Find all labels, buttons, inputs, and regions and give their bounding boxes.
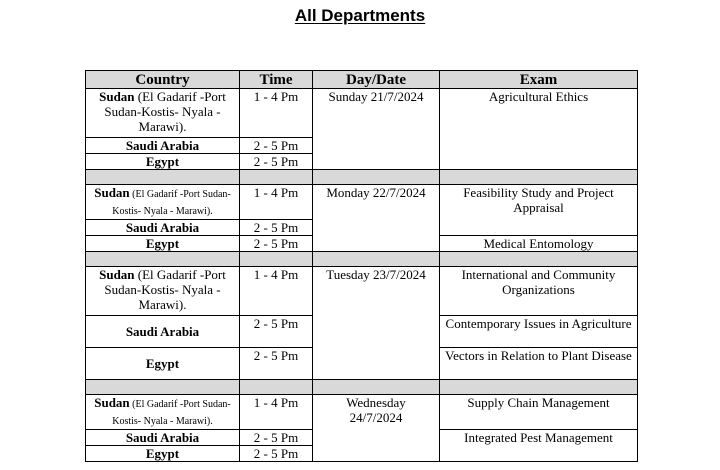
exam-cell: International and Community Organizations: [440, 267, 638, 316]
date-cell: Wednesday 24/7/2024: [313, 395, 440, 462]
separator-row: [86, 252, 638, 267]
column-header-time: Time: [240, 71, 313, 89]
column-header-exam: Exam: [440, 71, 638, 89]
time-cell: 2 - 5 Pm: [240, 220, 313, 236]
table-row: [86, 267, 638, 316]
country-cell: [86, 185, 240, 220]
separator-row: [86, 170, 638, 185]
country-cell: [86, 89, 240, 138]
exam-schedule-table: [85, 70, 638, 462]
country-cell: Egypt: [86, 236, 240, 252]
country-cities: (El Gadarif -Port Sudan-Kostis- Nyala - Marawi).: [112, 189, 231, 217]
time-cell: 2 - 5 Pm: [240, 236, 313, 252]
time-cell: 2 - 5 Pm: [240, 348, 313, 380]
exam-cell: Supply Chain Management: [440, 395, 638, 430]
country-name: Sudan: [99, 267, 135, 282]
date-cell: Tuesday 23/7/2024: [313, 267, 440, 380]
page-heading: All Departments: [294, 6, 426, 25]
date-cell: Sunday 21/7/2024: [313, 89, 440, 170]
table-row: [86, 395, 638, 430]
country-cell: Saudi Arabia: [86, 220, 240, 236]
time-cell: 1 - 4 Pm: [240, 185, 313, 220]
country-cell: Saudi Arabia: [86, 138, 240, 154]
column-header-day-date: Day/Date: [313, 71, 440, 89]
country-cities: (El Gadarif -Port Sudan-Kostis- Nyala - Marawi).: [112, 399, 231, 427]
country-name: Sudan: [94, 185, 130, 200]
time-cell: 2 - 5 Pm: [240, 316, 313, 348]
country-cell: [86, 267, 240, 316]
time-cell: 2 - 5 Pm: [240, 446, 313, 462]
exam-cell: Vectors in Relation to Plant Disease: [440, 348, 638, 380]
column-header-country: Country: [86, 71, 240, 89]
separator-row: [86, 380, 638, 395]
exam-cell: Integrated Pest Management: [440, 430, 638, 462]
country-cell: Egypt: [86, 446, 240, 462]
date-cell: Monday 22/7/2024: [313, 185, 440, 252]
country-cell: Saudi Arabia: [86, 430, 240, 446]
country-cell: [86, 395, 240, 430]
time-cell: 1 - 4 Pm: [240, 395, 313, 430]
country-name: Sudan: [99, 89, 135, 104]
time-cell: 1 - 4 Pm: [240, 267, 313, 316]
country-name: Sudan: [94, 395, 130, 410]
time-cell: 1 - 4 Pm: [240, 89, 313, 138]
country-cell: Egypt: [86, 154, 240, 170]
country-cities: (El Gadarif -Port Sudan-Kostis- Nyala - Marawi).: [104, 89, 226, 134]
country-cities: (El Gadarif -Port Sudan-Kostis- Nyala - Marawi).: [104, 267, 226, 312]
time-cell: 2 - 5 Pm: [240, 154, 313, 170]
country-cell: Egypt: [86, 348, 240, 380]
exam-cell: Feasibility Study and Project Appraisal: [440, 185, 638, 236]
table-header-row: [86, 71, 638, 89]
table-row: [86, 89, 638, 138]
time-cell: 2 - 5 Pm: [240, 138, 313, 154]
time-cell: 2 - 5 Pm: [240, 430, 313, 446]
exam-cell: Agricultural Ethics: [440, 89, 638, 170]
exam-cell: Contemporary Issues in Agriculture: [440, 316, 638, 348]
country-cell: Saudi Arabia: [86, 316, 240, 348]
exam-cell: Medical Entomology: [440, 236, 638, 252]
table-row: [86, 185, 638, 220]
